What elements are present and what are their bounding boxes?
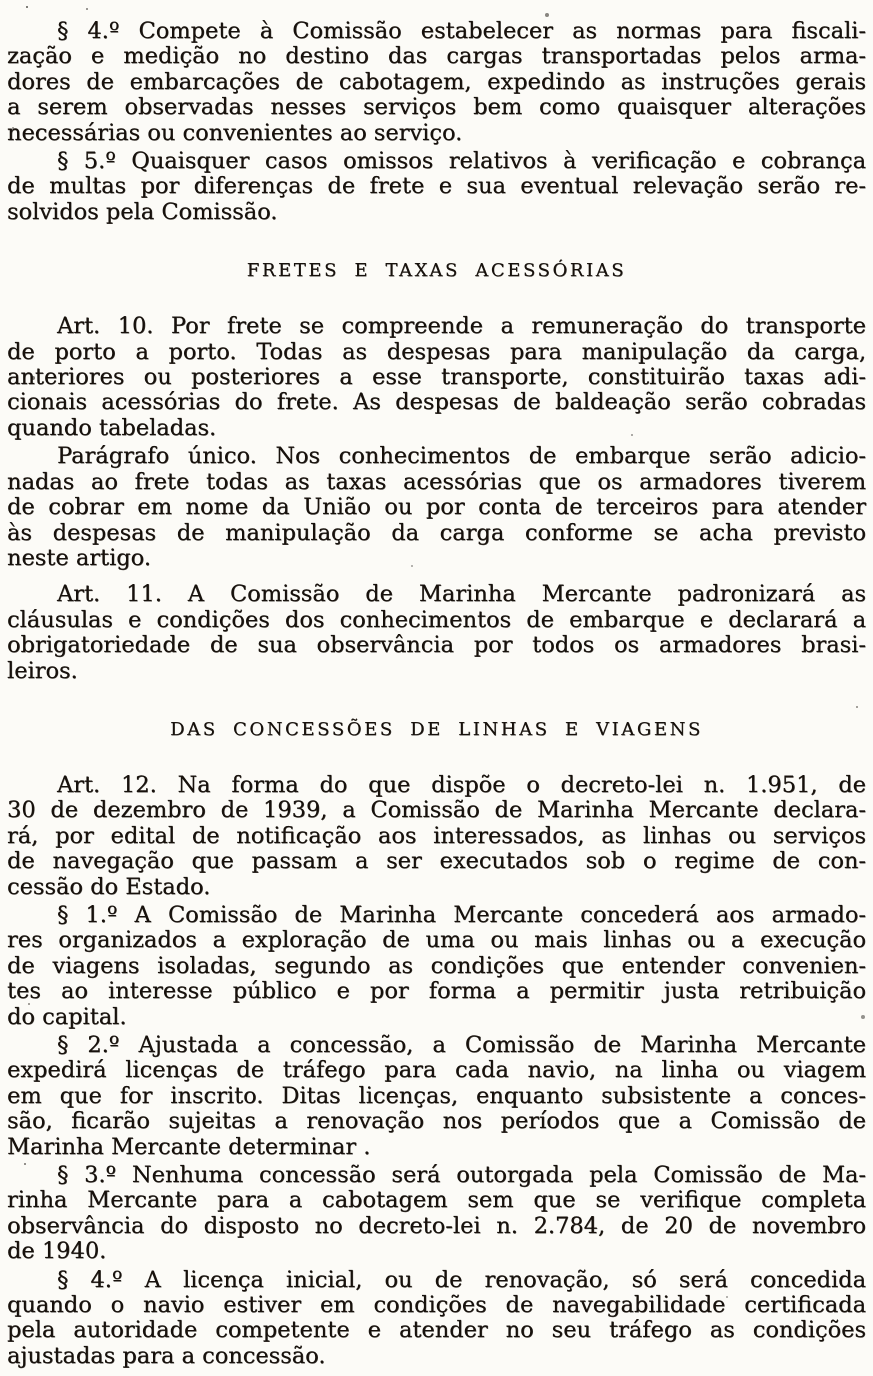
text-line: neste artigo. xyxy=(7,544,151,571)
text-line: res organizados a exploração de uma ou mais linhas ou a execução xyxy=(7,927,866,954)
text-line: de 1940. xyxy=(7,1238,107,1265)
text-line: tes ao interesse público e por forma a permitir justa retribuição xyxy=(7,978,866,1005)
text-line: são, ficarão sujeitas a renovação nos períodos que a Comissão de xyxy=(7,1108,866,1135)
text-line: Art. 12. Na forma do que dispõe o decreto-lei n. 1.951, de xyxy=(57,771,866,798)
section-heading: FRETES E TAXAS ACESSÓRIAS xyxy=(246,260,627,282)
text-line: 30 de dezembro de 1939, a Comissão de Marinha Mercante declara- xyxy=(7,797,866,824)
text-line: solvidos pela Comissão. xyxy=(7,198,278,225)
text-line: cláusulas e condições dos conhecimentos de embarque e declarará a xyxy=(7,606,866,633)
paragraph xyxy=(7,149,866,225)
text-line: § 4.º A licença inicial, ou de renovação, só será concedida xyxy=(57,1266,866,1293)
text-line: dores de embarcações de cabotagem, expedindo as instruções gerais xyxy=(7,68,866,95)
scan-speckles xyxy=(26,6,28,8)
text-line: observância do disposto no decreto-lei n. 2.784, de 20 de novembro xyxy=(7,1212,866,1239)
paragraph xyxy=(7,903,866,1030)
paragraph xyxy=(7,314,866,441)
text-line: anteriores ou posteriores a esse transporte, constituirão taxas adi- xyxy=(7,364,866,391)
text-line: a serem observadas nesses serviços bem como quaisquer alterações xyxy=(7,94,866,121)
paragraph xyxy=(7,1163,866,1265)
text-line: Marinha Mercante determinar . xyxy=(7,1133,371,1160)
text-line: às despesas de manipulação da carga conforme se acha previsto xyxy=(7,519,866,546)
text-line: obrigatoriedade de sua observância por todos os armadores brasi- xyxy=(7,632,866,659)
text-line: § 5.º Quaisquer casos omissos relativos à verificação e cobrança xyxy=(57,148,866,175)
text-line: nadas ao frete todas as taxas acessórias que os armadores tiverem xyxy=(7,468,866,495)
text-line: de cobrar em nome da União ou por conta de terceiros para atender xyxy=(7,494,866,521)
text-line: de navegação que passam a ser executados sob o regime de con- xyxy=(7,848,866,875)
section-heading: DAS CONCESSÕES DE LINHAS E VIAGENS xyxy=(170,718,703,740)
paragraph xyxy=(7,582,866,684)
text-line: de multas por diferenças de frete e sua eventual relevação serão re- xyxy=(7,173,866,200)
text-line: de viagens isoladas, segundo as condições que entender convenien- xyxy=(7,952,866,979)
paragraph xyxy=(7,773,866,900)
text-line: expedirá licenças de tráfego para cada navio, na linha ou viagem xyxy=(7,1057,866,1084)
text-line: do capital. xyxy=(7,1003,127,1030)
text-line: Parágrafo único. Nos conhecimentos de embarque serão adicio- xyxy=(57,443,866,470)
text-line: zação e medição no destino das cargas transportadas pelos arma- xyxy=(7,43,866,70)
paragraph xyxy=(7,1268,866,1370)
text-line: rinha Mercante para a cabotagem sem que se verifique completa xyxy=(7,1187,866,1214)
text-line: cessão do Estado. xyxy=(7,873,211,900)
text-line: quando o navio estiver em condições de navegabilidade certificada xyxy=(7,1292,866,1319)
text-line: quando tabeladas. xyxy=(7,414,217,441)
text-line: pela autoridade competente e atender no seu tráfego as condições xyxy=(7,1317,866,1344)
text-line: em que for inscrito. Ditas licenças, enquanto subsistente a conces- xyxy=(7,1082,866,1109)
text-line: § 4.º Compete à Comissão estabelecer as normas para fiscali- xyxy=(57,18,866,44)
text-line: § 3.º Nenhuma concessão será outorgada pela Comissão de Ma- xyxy=(57,1162,866,1189)
paragraph xyxy=(7,1033,866,1160)
document-text xyxy=(7,19,866,1369)
text-line: Art. 10. Por frete se compreende a remuneração do transporte xyxy=(57,313,866,340)
text-line: Art. 11. A Comissão de Marinha Mercante padronizará as xyxy=(57,581,866,608)
text-line: cionais acessórias do frete. As despesas de baldeação serão cobradas xyxy=(7,389,866,416)
text-line: de porto a porto. Todas as despesas para manipulação da carga, xyxy=(7,338,866,365)
paragraph xyxy=(7,19,866,146)
text-line: leiros. xyxy=(7,657,78,684)
text-line: rá, por edital de notificação aos interessados, as linhas ou serviços xyxy=(7,822,866,849)
text-line: necessárias ou convenientes ao serviço. xyxy=(7,119,463,146)
text-line: § 1.º A Comissão de Marinha Mercante concederá aos armado- xyxy=(57,901,866,928)
text-line: § 2.º Ajustada a concessão, a Comissão de Marinha Mercante xyxy=(57,1032,866,1058)
paragraph xyxy=(7,444,866,571)
text-line: ajustadas para a concessão. xyxy=(7,1342,326,1369)
